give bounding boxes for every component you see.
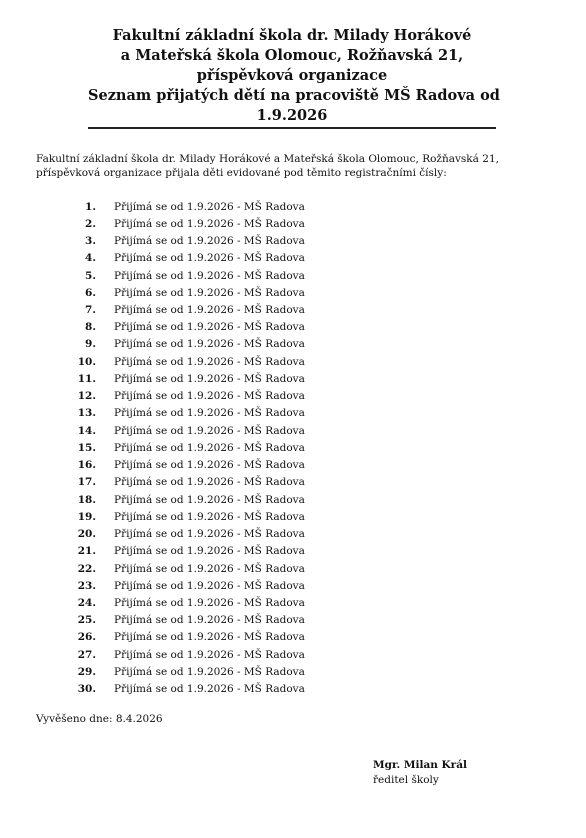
list-item <box>36 525 305 542</box>
registration-number: 1. <box>85 200 96 213</box>
list-item <box>36 543 305 560</box>
admission-status: Přijímá se od 1.9.2026 - MŠ Radova <box>114 390 305 403</box>
title-line: Fakultní základní škola dr. Milady Horákové <box>112 27 472 44</box>
list-item <box>36 250 305 267</box>
admission-status: Přijímá se od 1.9.2026 - MŠ Radova <box>114 235 305 248</box>
title-line: Seznam přijatých dětí na pracoviště MŠ Radova od <box>88 87 500 104</box>
title-line: příspěvková organizace <box>196 67 388 84</box>
admission-status: Přijímá se od 1.9.2026 - MŠ Radova <box>114 683 305 696</box>
signatory-name: Mgr. Milan Král <box>373 759 467 771</box>
registration-number: 24. <box>77 597 96 609</box>
registration-number: 8. <box>85 321 96 334</box>
admission-status: Přijímá se od 1.9.2026 - MŠ Radova <box>114 321 305 334</box>
list-item <box>36 232 305 249</box>
list-item <box>36 646 305 663</box>
registration-number: 2. <box>85 217 96 230</box>
list-item <box>36 594 305 611</box>
signatory-role: ředitel školy <box>373 774 439 786</box>
admission-status: Přijímá se od 1.9.2026 - MŠ Radova <box>114 614 305 627</box>
registration-number: 4. <box>85 252 96 265</box>
list-item <box>36 336 305 353</box>
list-item <box>36 577 305 594</box>
admission-status: Přijímá se od 1.9.2026 - MŠ Radova <box>114 252 305 265</box>
registration-number: 29. <box>77 665 96 678</box>
admission-status: Přijímá se od 1.9.2026 - MŠ Radova <box>114 510 305 523</box>
list-item <box>36 508 305 525</box>
admission-status: Přijímá se od 1.9.2026 - MŠ Radova <box>114 631 305 644</box>
list-item <box>36 284 305 301</box>
list-item <box>36 491 305 508</box>
list-item <box>36 353 305 370</box>
list-item <box>36 215 305 232</box>
registration-number: 25. <box>77 614 96 627</box>
admission-status: Přijímá se od 1.9.2026 - MŠ Radova <box>114 304 305 317</box>
registration-number: 13. <box>77 407 96 420</box>
registration-number: 30. <box>77 683 96 696</box>
registration-number: 9. <box>85 338 96 351</box>
admission-status: Přijímá se od 1.9.2026 - MŠ Radova <box>114 579 305 592</box>
registration-number: 11. <box>77 372 96 385</box>
admission-status: Přijímá se od 1.9.2026 - MŠ Radova <box>114 476 305 489</box>
registration-number: 17. <box>77 476 96 489</box>
admission-status: Přijímá se od 1.9.2026 - MŠ Radova <box>114 424 305 437</box>
registration-number: 27. <box>77 648 96 661</box>
list-item <box>36 388 305 405</box>
admission-status: Přijímá se od 1.9.2026 - MŠ Radova <box>114 597 305 609</box>
admission-status: Přijímá se od 1.9.2026 - MŠ Radova <box>114 355 305 368</box>
registration-number: 3. <box>85 235 96 248</box>
list-item <box>36 629 305 646</box>
admission-status: Přijímá se od 1.9.2026 - MŠ Radova <box>114 269 305 282</box>
registration-number: 7. <box>85 304 96 317</box>
list-item <box>36 319 305 336</box>
admission-status: Přijímá se od 1.9.2026 - MŠ Radova <box>114 648 305 661</box>
list-item <box>36 681 305 698</box>
intro-paragraph: Fakultní základní škola dr. Milady Horákové a Mateřská škola Olomouc, Rožňavská 21, příspěvková organizace přijala děti evidované pod těmito registračními čísly: <box>36 153 499 179</box>
list-item <box>36 663 305 680</box>
list-item <box>36 198 305 215</box>
registration-number: 18. <box>77 493 96 506</box>
list-item <box>36 267 305 284</box>
list-item <box>36 474 305 491</box>
registration-number: 22. <box>77 562 96 575</box>
list-item <box>36 439 305 456</box>
admission-status: Přijímá se od 1.9.2026 - MŠ Radova <box>114 528 305 541</box>
registration-number: 5. <box>85 269 96 282</box>
admission-status: Přijímá se od 1.9.2026 - MŠ Radova <box>114 459 305 472</box>
title-line: 1.9.2026 <box>256 107 328 124</box>
registration-number: 12. <box>77 390 96 403</box>
registration-number: 14. <box>77 424 96 437</box>
posted-date: Vyvěšeno dne: 8.4.2026 <box>36 713 163 725</box>
list-item <box>36 560 305 577</box>
list-item <box>36 301 305 318</box>
registration-number: 15. <box>77 441 96 454</box>
admission-status: Přijímá se od 1.9.2026 - MŠ Radova <box>114 407 305 420</box>
admission-status: Přijímá se od 1.9.2026 - MŠ Radova <box>114 338 305 351</box>
list-item <box>36 457 305 474</box>
admission-status: Přijímá se od 1.9.2026 - MŠ Radova <box>114 200 305 213</box>
admission-status: Přijímá se od 1.9.2026 - MŠ Radova <box>114 217 305 230</box>
title-divider <box>88 127 496 129</box>
admission-status: Přijímá se od 1.9.2026 - MŠ Radova <box>114 286 305 299</box>
registration-number: 10. <box>77 355 96 368</box>
admission-status: Přijímá se od 1.9.2026 - MŠ Radova <box>114 372 305 385</box>
registration-number: 26. <box>77 631 96 644</box>
admission-status: Přijímá se od 1.9.2026 - MŠ Radova <box>114 562 305 575</box>
list-item <box>36 422 305 439</box>
list-item <box>36 370 305 387</box>
admission-status: Přijímá se od 1.9.2026 - MŠ Radova <box>114 545 305 558</box>
admission-list <box>36 198 305 698</box>
title-line: a Mateřská škola Olomouc, Rožňavská 21, <box>120 47 464 64</box>
registration-number: 6. <box>85 286 96 299</box>
admission-status: Přijímá se od 1.9.2026 - MŠ Radova <box>114 665 305 678</box>
registration-number: 23. <box>77 579 96 592</box>
registration-number: 21. <box>77 545 96 558</box>
document-title <box>88 26 500 126</box>
registration-number: 16. <box>77 459 96 472</box>
list-item <box>36 612 305 629</box>
admission-status: Přijímá se od 1.9.2026 - MŠ Radova <box>114 441 305 454</box>
list-item <box>36 405 305 422</box>
registration-number: 19. <box>77 510 96 523</box>
registration-number: 20. <box>77 528 96 541</box>
admission-status: Přijímá se od 1.9.2026 - MŠ Radova <box>114 493 305 506</box>
signature-block <box>373 758 467 788</box>
